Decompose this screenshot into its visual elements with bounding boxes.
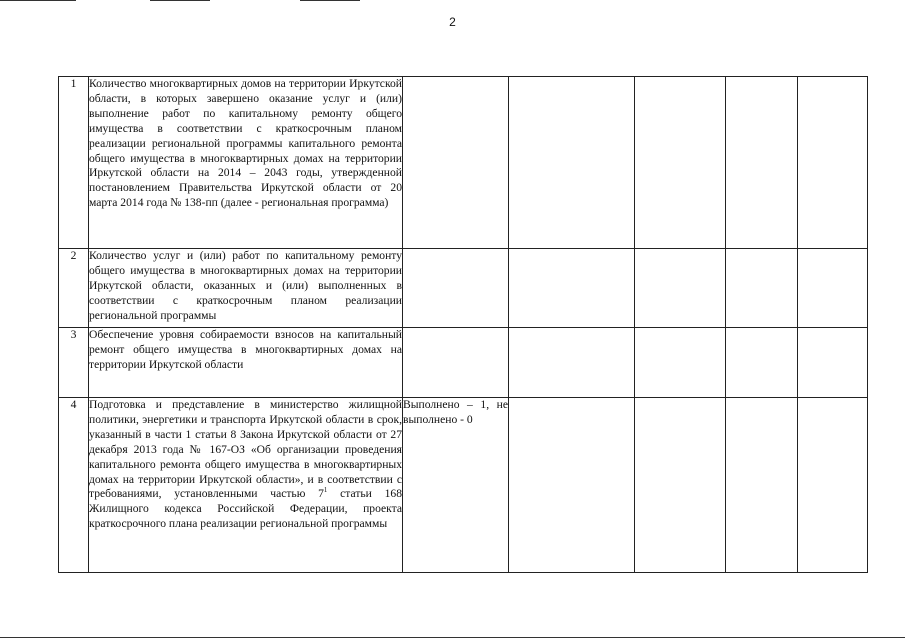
row-number: 4 — [59, 398, 89, 573]
table-row — [59, 249, 868, 328]
empty-cell — [726, 328, 798, 398]
table-row — [59, 328, 868, 398]
empty-cell — [798, 77, 868, 249]
table-row — [59, 398, 868, 573]
description-text: Подготовка и представление в министерство жилищной политики, энергетики и транспорта Иркутской области в срок, указанный в части 1 статьи 8 Закона Иркутской области от 27 декабря 2013 года № 167-ОЗ «Об организации проведения капитального ремонта общего имущества в многоквартирных домах на территории Иркутской области», и в соответствии с требованиями, установленными частью 7 — [89, 398, 402, 501]
empty-cell — [509, 77, 635, 249]
unit-cell — [403, 249, 509, 328]
empty-cell — [726, 249, 798, 328]
empty-cell — [635, 328, 726, 398]
row-number: 3 — [59, 328, 89, 398]
empty-cell — [635, 77, 726, 249]
scan-edge-top-mid — [150, 0, 210, 1]
indicators-table — [58, 76, 868, 573]
empty-cell — [509, 398, 635, 573]
empty-cell — [798, 249, 868, 328]
empty-cell — [635, 398, 726, 573]
scan-edge-top-left — [0, 0, 76, 1]
empty-cell — [798, 398, 868, 573]
empty-cell — [509, 328, 635, 398]
superscript: 1 — [323, 485, 328, 494]
row-number: 1 — [59, 77, 89, 249]
empty-cell — [726, 398, 798, 573]
row-number: 2 — [59, 249, 89, 328]
empty-cell — [509, 249, 635, 328]
unit-cell: Выполнено – 1, не выполнено - 0 — [403, 398, 509, 573]
empty-cell — [726, 77, 798, 249]
indicator-description — [89, 398, 403, 573]
scan-edge-bottom — [0, 637, 905, 638]
indicator-description: Количество услуг и (или) работ по капитальному ремонту общего имущества в многоквартирных домах на территории Иркутской области, оказанных и (или) выполненных в соответствии с краткосрочным планом реализации региональной программы — [89, 249, 403, 328]
indicator-description: Количество многоквартирных домов на территории Иркутской области, в которых завершено оказание услуг и (или) выполнение работ по капитальному ремонту общего имущества в соответствии с краткосрочным планом реализации региональной программы капитального ремонта общего имущества в многоквартирных домах на территории Иркутской области на 2014 – 2043 годы, утвержденной постановлением Правительства Иркутской области от 20 марта 2014 года № 138-пп (далее - региональная программа) — [89, 77, 403, 249]
page-number: 2 — [449, 15, 456, 29]
unit-cell — [403, 328, 509, 398]
description-text: статьи 168 Жилищного кодекса Российской Федерации, проекта краткосрочного плана реализации региональной программы — [89, 487, 402, 531]
table-row — [59, 77, 868, 249]
empty-cell — [798, 328, 868, 398]
unit-cell — [403, 77, 509, 249]
scan-edge-top-right — [300, 0, 360, 1]
indicator-description: Обеспечение уровня собираемости взносов на капитальный ремонт общего имущества в многоквартирных домах на территории Иркутской области — [89, 328, 403, 398]
empty-cell — [635, 249, 726, 328]
